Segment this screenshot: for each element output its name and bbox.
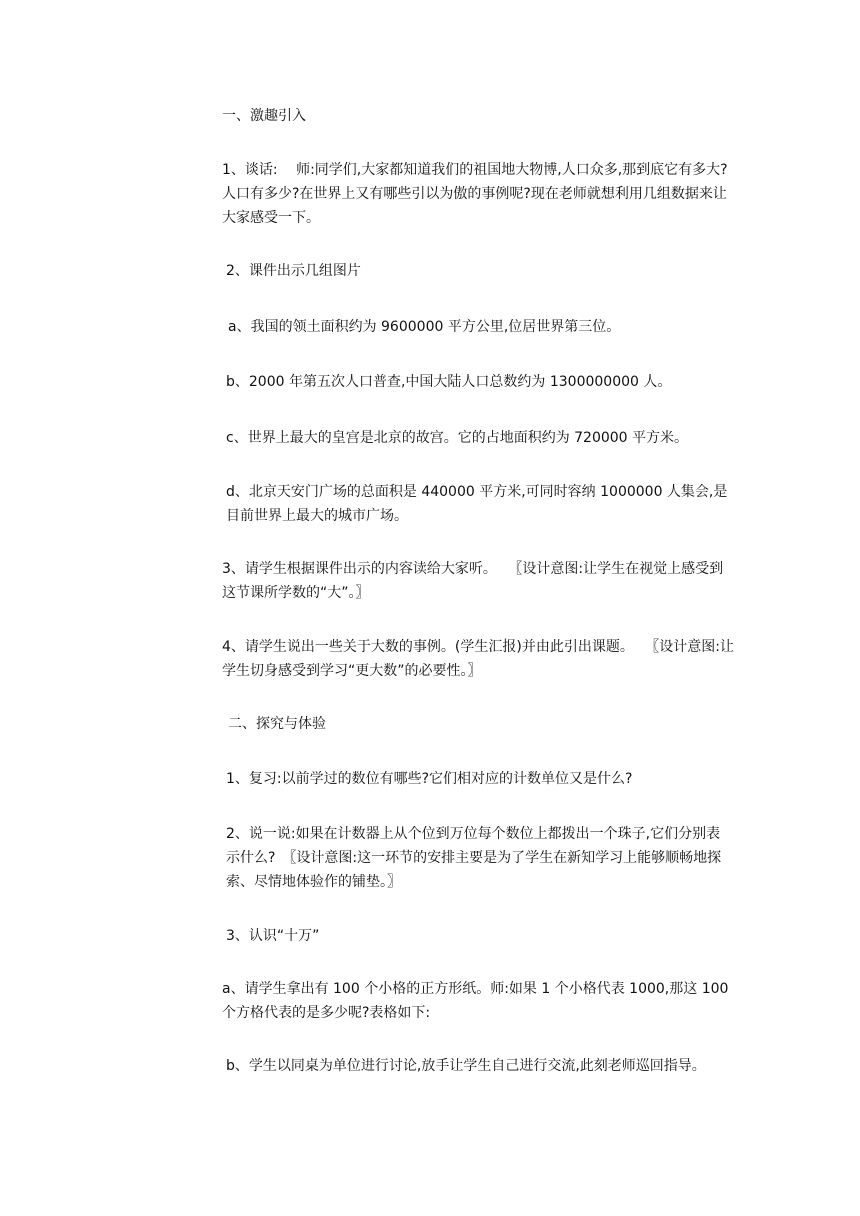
paragraph-know-hundred-thousand: 3、认识“十万” [226, 928, 320, 944]
paragraph-item-b-discussion: b、学生以同桌为单位进行讨论,放手让学生自己进行交流,此刻老师巡回指导。 [226, 1058, 706, 1074]
paragraph-item-b: b、2000 年第五次人口普查,中国大陆人口总数约为 1300000000 人。 [226, 374, 672, 390]
paragraph-item-a: a、我国的领土面积约为 9600000 平方公里,位居世界第三位。 [228, 319, 621, 335]
paragraph-item-c: c、世界上最大的皇宫是北京的故宫。它的占地面积约为 720000 平方米。 [226, 430, 689, 446]
paragraph-big-number-examples: 4、请学生说出一些关于大数的事例。(学生汇报)并由此引出课题。 〖设计意图:让学生切身感受到学习“更大数”的必要性。〗 [222, 639, 734, 679]
paragraph-courseware-images: 2、课件出示几组图片 [226, 263, 361, 279]
section-heading-intro: 一、激趣引入 [222, 108, 306, 124]
paragraph-item-d: d、北京天安门广场的总面积是 440000 平方米,可同时容纳 1000000 人集会,是目前世界上最大的城市广场。 [226, 484, 728, 524]
paragraph-talk: 1、谈话: 师:同学们,大家都知道我们的祖国地大物博,人口众多,那到底它有多大?人口有多少?在世界上又有哪些引以为傲的事例呢?现在老师就想利用几组数据来让大家感受一下。 [222, 162, 728, 226]
paragraph-item-a-square-paper: a、请学生拿出有 100 个小格的正方形纸。师:如果 1 个小格代表 1000,那这 100 个方格代表的是多少呢?表格如下: [222, 981, 729, 1021]
paragraph-read-aloud: 3、请学生根据课件出示的内容读给大家听。 〖设计意图:让学生在视觉上感受到这节课所学数的“大”。〗 [222, 561, 724, 601]
section-heading-explore: 二、探究与体验 [228, 716, 326, 732]
paragraph-review: 1、复习:以前学过的数位有哪些?它们相对应的计数单位又是什么? [226, 771, 633, 787]
paragraph-say-it: 2、说一说:如果在计数器上从个位到万位每个数位上都拨出一个珠子,它们分别表示什么? 〖设计意图:这一环节的安排主要是为了学生在新知学习上能够顺畅地探索、尽情地体验作的铺垫。〗 [226, 826, 722, 890]
